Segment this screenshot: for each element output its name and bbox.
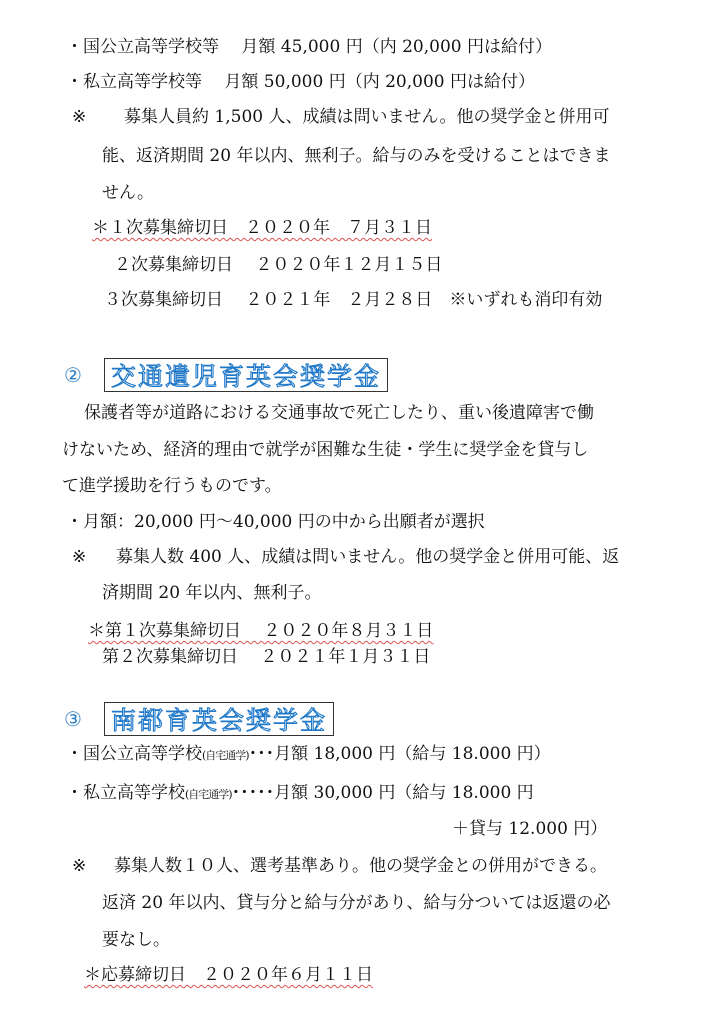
note-text-line: 返済 20 年以内、貸与分と給与分があり、給与分ついては返還の必 — [102, 893, 611, 913]
paragraph-line: 保護者等が道路における交通事故で死亡したり、重い後遺障害で働 — [84, 403, 594, 423]
public-school-amount: ・国公立高等学校等 月額 45,000 円（内 20,000 円は給付） — [66, 37, 552, 57]
public-school-amount — [66, 743, 551, 765]
deadline-line: ＊第１次募集締切日 ２０２０年８月３１日 — [88, 621, 434, 641]
section-title: 南都育英会奨学金 — [104, 702, 334, 736]
section-heading — [64, 702, 334, 736]
note-text-line: 募集人員約 1,500 人、成績は問いません。他の奨学金と併用可 — [124, 107, 610, 127]
amount-text: ･････月額 30,000 円（給与 18.000 円 — [231, 783, 534, 803]
commute-tag: (自宅通学) — [202, 749, 249, 762]
note-text-line: 要なし。 — [102, 930, 170, 950]
private-school-amount — [66, 782, 534, 804]
private-school-amount: ・私立高等学校等 月額 50,000 円（内 20,000 円は給付） — [66, 72, 535, 92]
note-text-line: 募集人数 400 人、成績は問いません。他の奨学金と併用可能、返 — [116, 547, 620, 567]
note-text-line: 能、返済期間 20 年以内、無利子。給与のみを受けることはできま — [102, 146, 611, 166]
school-type: ・国公立高等学校 — [66, 744, 202, 764]
deadline-line: ３次募集締切日 ２０２１年 ２月２８日 ※いずれも消印有効 — [104, 290, 603, 310]
amount-line: ・月額：20,000 円～40,000 円の中から出願者が選択 — [66, 512, 485, 532]
note-mark: ※ — [72, 856, 87, 876]
note-text-line: 募集人数１０人、選考基準あり。他の奨学金との併用ができる。 — [114, 856, 607, 876]
note-text-line: 済期間 20 年以内、無利子。 — [102, 583, 322, 603]
school-type: ・私立高等学校 — [66, 783, 185, 803]
amount-continuation: ＋貸与 12.000 円） — [452, 819, 608, 839]
deadline-line: ＊１次募集締切日 ２０２０年 ７月３１日 — [92, 218, 432, 238]
commute-tag: (自宅通学) — [185, 788, 232, 801]
amount-text: ･･･月額 18,000 円（給与 18.000 円） — [248, 744, 551, 764]
paragraph-line: て進学援助を行うものです。 — [62, 476, 282, 496]
note-mark: ※ — [72, 547, 87, 567]
section-title: 交通遺児育英会奨学金 — [104, 358, 388, 392]
deadline-line: 第２次募集締切日 ２０２１年１月３１日 — [102, 647, 431, 667]
note-mark: ※ — [72, 107, 87, 127]
deadline-line: ２次募集締切日 ２０２０年１２月１５日 — [114, 255, 443, 275]
section-number: ② — [64, 363, 82, 387]
section-heading — [64, 358, 388, 392]
deadline-line: ＊応募締切日 ２０２０年６月１１日 — [84, 965, 373, 985]
section-number: ③ — [64, 707, 82, 731]
note-text-line: せん。 — [102, 183, 155, 203]
paragraph-line: けないため、経済的理由で就学が困難な生徒・学生に奨学金を貸与し — [62, 440, 589, 460]
